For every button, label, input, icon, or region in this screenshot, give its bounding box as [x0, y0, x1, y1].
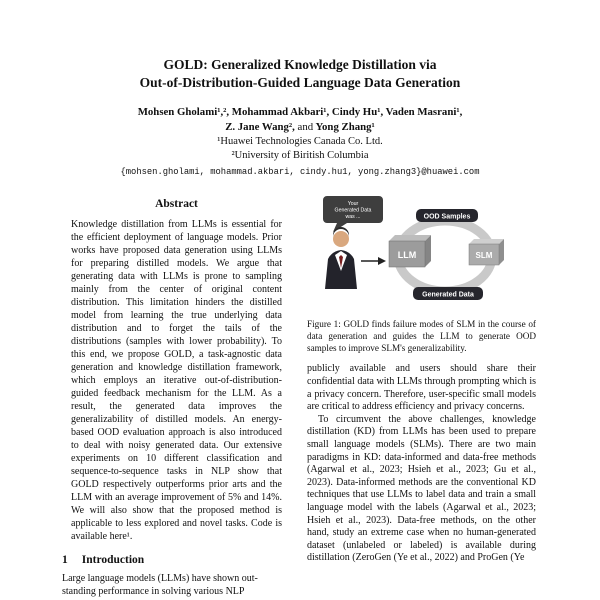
email-line: {mohsen.gholami, mohammad.akbari, cindy.hu1, yong.zhang3}@huawei.com	[120, 167, 480, 178]
author-name: Z. Jane Wang²,	[225, 120, 295, 133]
section-heading-introduction	[62, 554, 291, 566]
section-title: Introduction	[81, 554, 145, 567]
intro-paragraph	[62, 573, 291, 598]
abstract-paragraph	[62, 218, 291, 543]
author-list	[62, 105, 538, 135]
llm-box	[389, 235, 431, 267]
intro-line-1: Large language models (LLMs) have shown out-	[62, 573, 258, 585]
figure-caption: Figure 1: GOLD finds failure modes of SLM in the course of data generation and guides the LLM to generate OOD samples to improve SLM's generalizability.	[307, 319, 536, 353]
body-paragraph-1: publicly available and users should share their confidential data with LLMs through prompting which is a privacy concern. Therefore, user-specific small models are critical to address efficiency and privacy concerns.	[307, 363, 536, 413]
person-icon	[325, 227, 357, 289]
slm-label: SLM	[475, 251, 492, 261]
bubble-text-2: Generated Data	[334, 207, 371, 214]
affiliation-2: ²University of Biritish Columbia	[231, 150, 369, 162]
llm-label: LLM	[397, 250, 416, 261]
bubble-text-1: Your	[347, 201, 358, 208]
figure-1	[307, 195, 536, 354]
authors-line-1: Mohsen Gholami¹,², Mohammad Akbari¹, Cindy Hu¹, Vaden Masrani¹,	[137, 105, 463, 118]
ood-samples-label	[416, 209, 478, 222]
code-here-link[interactable]: here¹	[109, 531, 130, 543]
title-line-2: Out-of-Distribution-Guided Language Data Generation	[139, 74, 461, 90]
generated-data-label	[413, 287, 483, 300]
paper-title	[62, 56, 538, 92]
figure-1-diagram	[319, 195, 525, 313]
abstract-period: .	[129, 531, 133, 543]
section-number: 1	[62, 554, 68, 567]
authors-and: and	[297, 120, 314, 133]
bubble-text-3: was ...	[345, 214, 360, 221]
abstract-text: Knowledge distillation from LLMs is essential for the efficient deployment of language models. Prior works have proposed data generation using LLMs for preparing distilled models. We argue that generating data with LLMs is prone to sampling mainly from the center of original content distribution. This limitation hinders the distilled model from learning the true underlying data distribution and to forget the tails of the distributions (samples with lower probability). To this end, we propose GOLD, a task-agnostic data generation and knowledge distillation framework, which employs an iterative out-of-distribution-guided feedback mechanism for the LLM. As a result, the generated data improves the generalizability of distilled models. An energy-based OOD evaluation approach is also introduced to deal with noisy generated data. Our extensive experiments on 10 different classification and sequence-to-sequence tasks in NLP show that GOLD respectively outperforms prior arts and the LLM with an average improvement of 5% and 14%. We will also show that the proposed method is applicable to less explored and novel tasks. Code is available	[71, 219, 282, 543]
speech-bubble	[323, 196, 383, 232]
feedback-arrow-icon	[361, 257, 386, 265]
title-line-1: GOLD: Generalized Knowledge Distillation via	[163, 57, 437, 72]
abstract-heading: Abstract	[155, 198, 198, 211]
intro-line-2: standing performance in solving various NLP	[62, 585, 245, 597]
authors-line-2	[62, 120, 538, 135]
affiliation-1: ¹Huawei Technologies Canada Co. Ltd.	[217, 135, 383, 147]
ood-label-text: OOD Samples	[423, 213, 470, 221]
right-column	[307, 195, 536, 598]
body-paragraph-2: To circumvent the above challenges, knowledge distillation (KD) from LLMs has been used to prepare small language models (SLMs). There are two main paradigms in KD: data-informed and data-free methods (Agarwal et al., 2023; Hsieh et al., 2023; Gu et al., 2023). Data-informed methods are the conventional KD techniques that use LLMs to label data and train a small language model with the labels (Agarwal et al., 2023; Hsieh et al., 2023). Data-free methods, on the other hand, study an extreme case when no human-generated dataset (unlabeled or labeled) is available during distillation (ZeroGen (Ye et al., 2022) and ProGen (Ye	[307, 413, 536, 564]
slm-box	[469, 239, 504, 265]
two-column-body	[62, 195, 538, 598]
generated-label-text: Generated Data	[421, 291, 474, 299]
author-name: Yong Zhang¹	[315, 120, 375, 133]
left-column	[62, 195, 291, 598]
